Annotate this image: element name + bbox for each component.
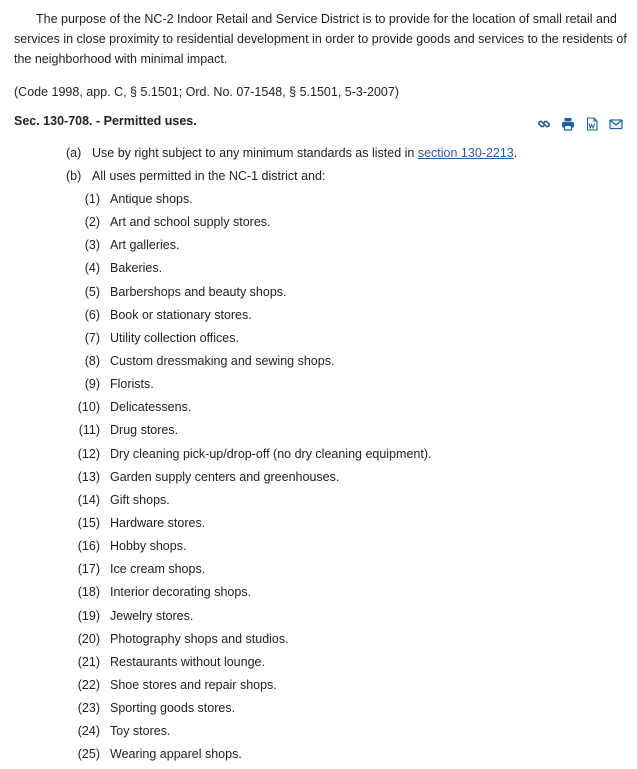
- item-number: (7): [84, 330, 100, 345]
- item-text: Wearing apparel shops.: [110, 747, 242, 762]
- list-item: [0, 653, 431, 676]
- item-number: (5): [84, 284, 100, 299]
- item-text: Hardware stores.: [110, 515, 206, 530]
- item-text: Barbershops and beauty shops.: [110, 284, 287, 299]
- item-number: (16): [77, 539, 100, 554]
- item-number: (3): [84, 238, 100, 253]
- list-item: [0, 745, 431, 768]
- item-number: (11): [78, 423, 100, 438]
- subsection-number: (b): [66, 169, 82, 183]
- link-icon[interactable]: [537, 117, 551, 131]
- item-number: (15): [77, 515, 100, 530]
- list-item: [0, 306, 431, 329]
- item-number: (10): [77, 400, 100, 415]
- item-text: Ice cream shops.: [110, 562, 206, 577]
- list-item: [0, 283, 431, 306]
- item-number: (22): [77, 677, 100, 692]
- item-text: Shoe stores and repair shops.: [110, 677, 277, 692]
- item-number: (17): [77, 562, 100, 577]
- item-text: Restaurants without lounge.: [110, 654, 265, 669]
- item-text: Book or stationary stores.: [110, 307, 252, 322]
- subsection-number: (a): [66, 146, 82, 160]
- intro-text: The purpose of the NC-2 Indoor Retail and Service District is to provide for the location of small retail and services in close proximity to residential development in order to provide goods and services to the residents of the neighborhood with minimal impact.: [14, 12, 627, 66]
- list-item: [0, 491, 431, 514]
- list-item: [0, 352, 431, 375]
- item-number: (8): [84, 353, 100, 368]
- list-item: [0, 630, 431, 653]
- item-number: (12): [77, 446, 100, 461]
- item-text: Jewelry stores.: [110, 608, 194, 623]
- item-number: (23): [77, 701, 100, 716]
- item-number: (2): [84, 215, 100, 230]
- list-item: [0, 560, 431, 583]
- subsection-a: [66, 144, 626, 162]
- list-item: [0, 514, 431, 537]
- list-item: [0, 259, 431, 282]
- item-number: (21): [77, 654, 100, 669]
- item-text: Sporting goods stores.: [110, 701, 236, 716]
- list-item: [0, 722, 431, 745]
- item-number: (24): [77, 724, 100, 739]
- intro-paragraph: [14, 9, 632, 69]
- list-item: [0, 421, 431, 444]
- item-number: (13): [77, 469, 100, 484]
- email-icon[interactable]: [609, 117, 623, 131]
- subsection-text-end: .: [513, 146, 518, 160]
- item-text: Interior decorating shops.: [110, 585, 252, 600]
- list-item: [0, 398, 431, 421]
- subsection-text: All uses permitted in the NC-1 district and:: [92, 169, 326, 183]
- item-number: (18): [77, 585, 100, 600]
- subsection-b: [66, 167, 626, 185]
- item-text: Antique shops.: [110, 192, 193, 206]
- list-item: [0, 583, 431, 606]
- permitted-uses-list: [0, 190, 431, 769]
- item-text: Bakeries.: [110, 261, 163, 276]
- item-text: Florists.: [110, 377, 154, 392]
- list-item: [0, 329, 431, 352]
- list-item: [0, 537, 431, 560]
- list-item: [0, 375, 431, 398]
- item-number: (25): [77, 747, 100, 762]
- item-text: Gift shops.: [110, 492, 170, 507]
- item-text: Photography shops and studios.: [110, 631, 289, 646]
- list-item: [0, 607, 431, 630]
- item-text: Delicatessens.: [110, 400, 192, 415]
- item-number: (19): [77, 608, 100, 623]
- item-text: Art galleries.: [110, 238, 180, 253]
- print-icon[interactable]: [561, 117, 575, 131]
- list-item: [0, 445, 431, 468]
- item-number: (20): [77, 631, 100, 646]
- history-note: (Code 1998, app. C, § 5.1501; Ord. No. 07-1548, § 5.1501, 5-3-2007): [14, 85, 399, 99]
- subsection-text: Use by right subject to any minimum standards as listed in: [92, 146, 418, 160]
- list-item: [0, 468, 431, 491]
- item-number: (14): [77, 492, 100, 507]
- item-text: Drug stores.: [110, 423, 179, 438]
- item-text: Custom dressmaking and sewing shops.: [110, 353, 335, 368]
- section-title: Sec. 130-708. - Permitted uses.: [14, 114, 197, 128]
- item-text: Art and school supply stores.: [110, 215, 271, 230]
- list-item: [0, 676, 431, 699]
- item-number: (9): [84, 377, 100, 392]
- item-number: (1): [84, 192, 100, 206]
- list-item: [0, 190, 431, 213]
- item-number: (6): [84, 307, 100, 322]
- section-toolbar: [537, 117, 623, 133]
- item-text: Dry cleaning pick-up/drop-off (no dry cleaning equipment).: [110, 446, 432, 461]
- item-text: Hobby shops.: [110, 539, 187, 554]
- item-text: Toy stores.: [110, 724, 171, 739]
- list-item: [0, 236, 431, 259]
- list-item: [0, 699, 431, 722]
- item-number: (4): [84, 261, 100, 276]
- word-doc-icon[interactable]: [585, 117, 599, 131]
- item-text: Garden supply centers and greenhouses.: [110, 469, 340, 484]
- item-text: Utility collection offices.: [110, 330, 239, 345]
- section-link[interactable]: section 130-2213: [417, 146, 514, 160]
- list-item: [0, 213, 431, 236]
